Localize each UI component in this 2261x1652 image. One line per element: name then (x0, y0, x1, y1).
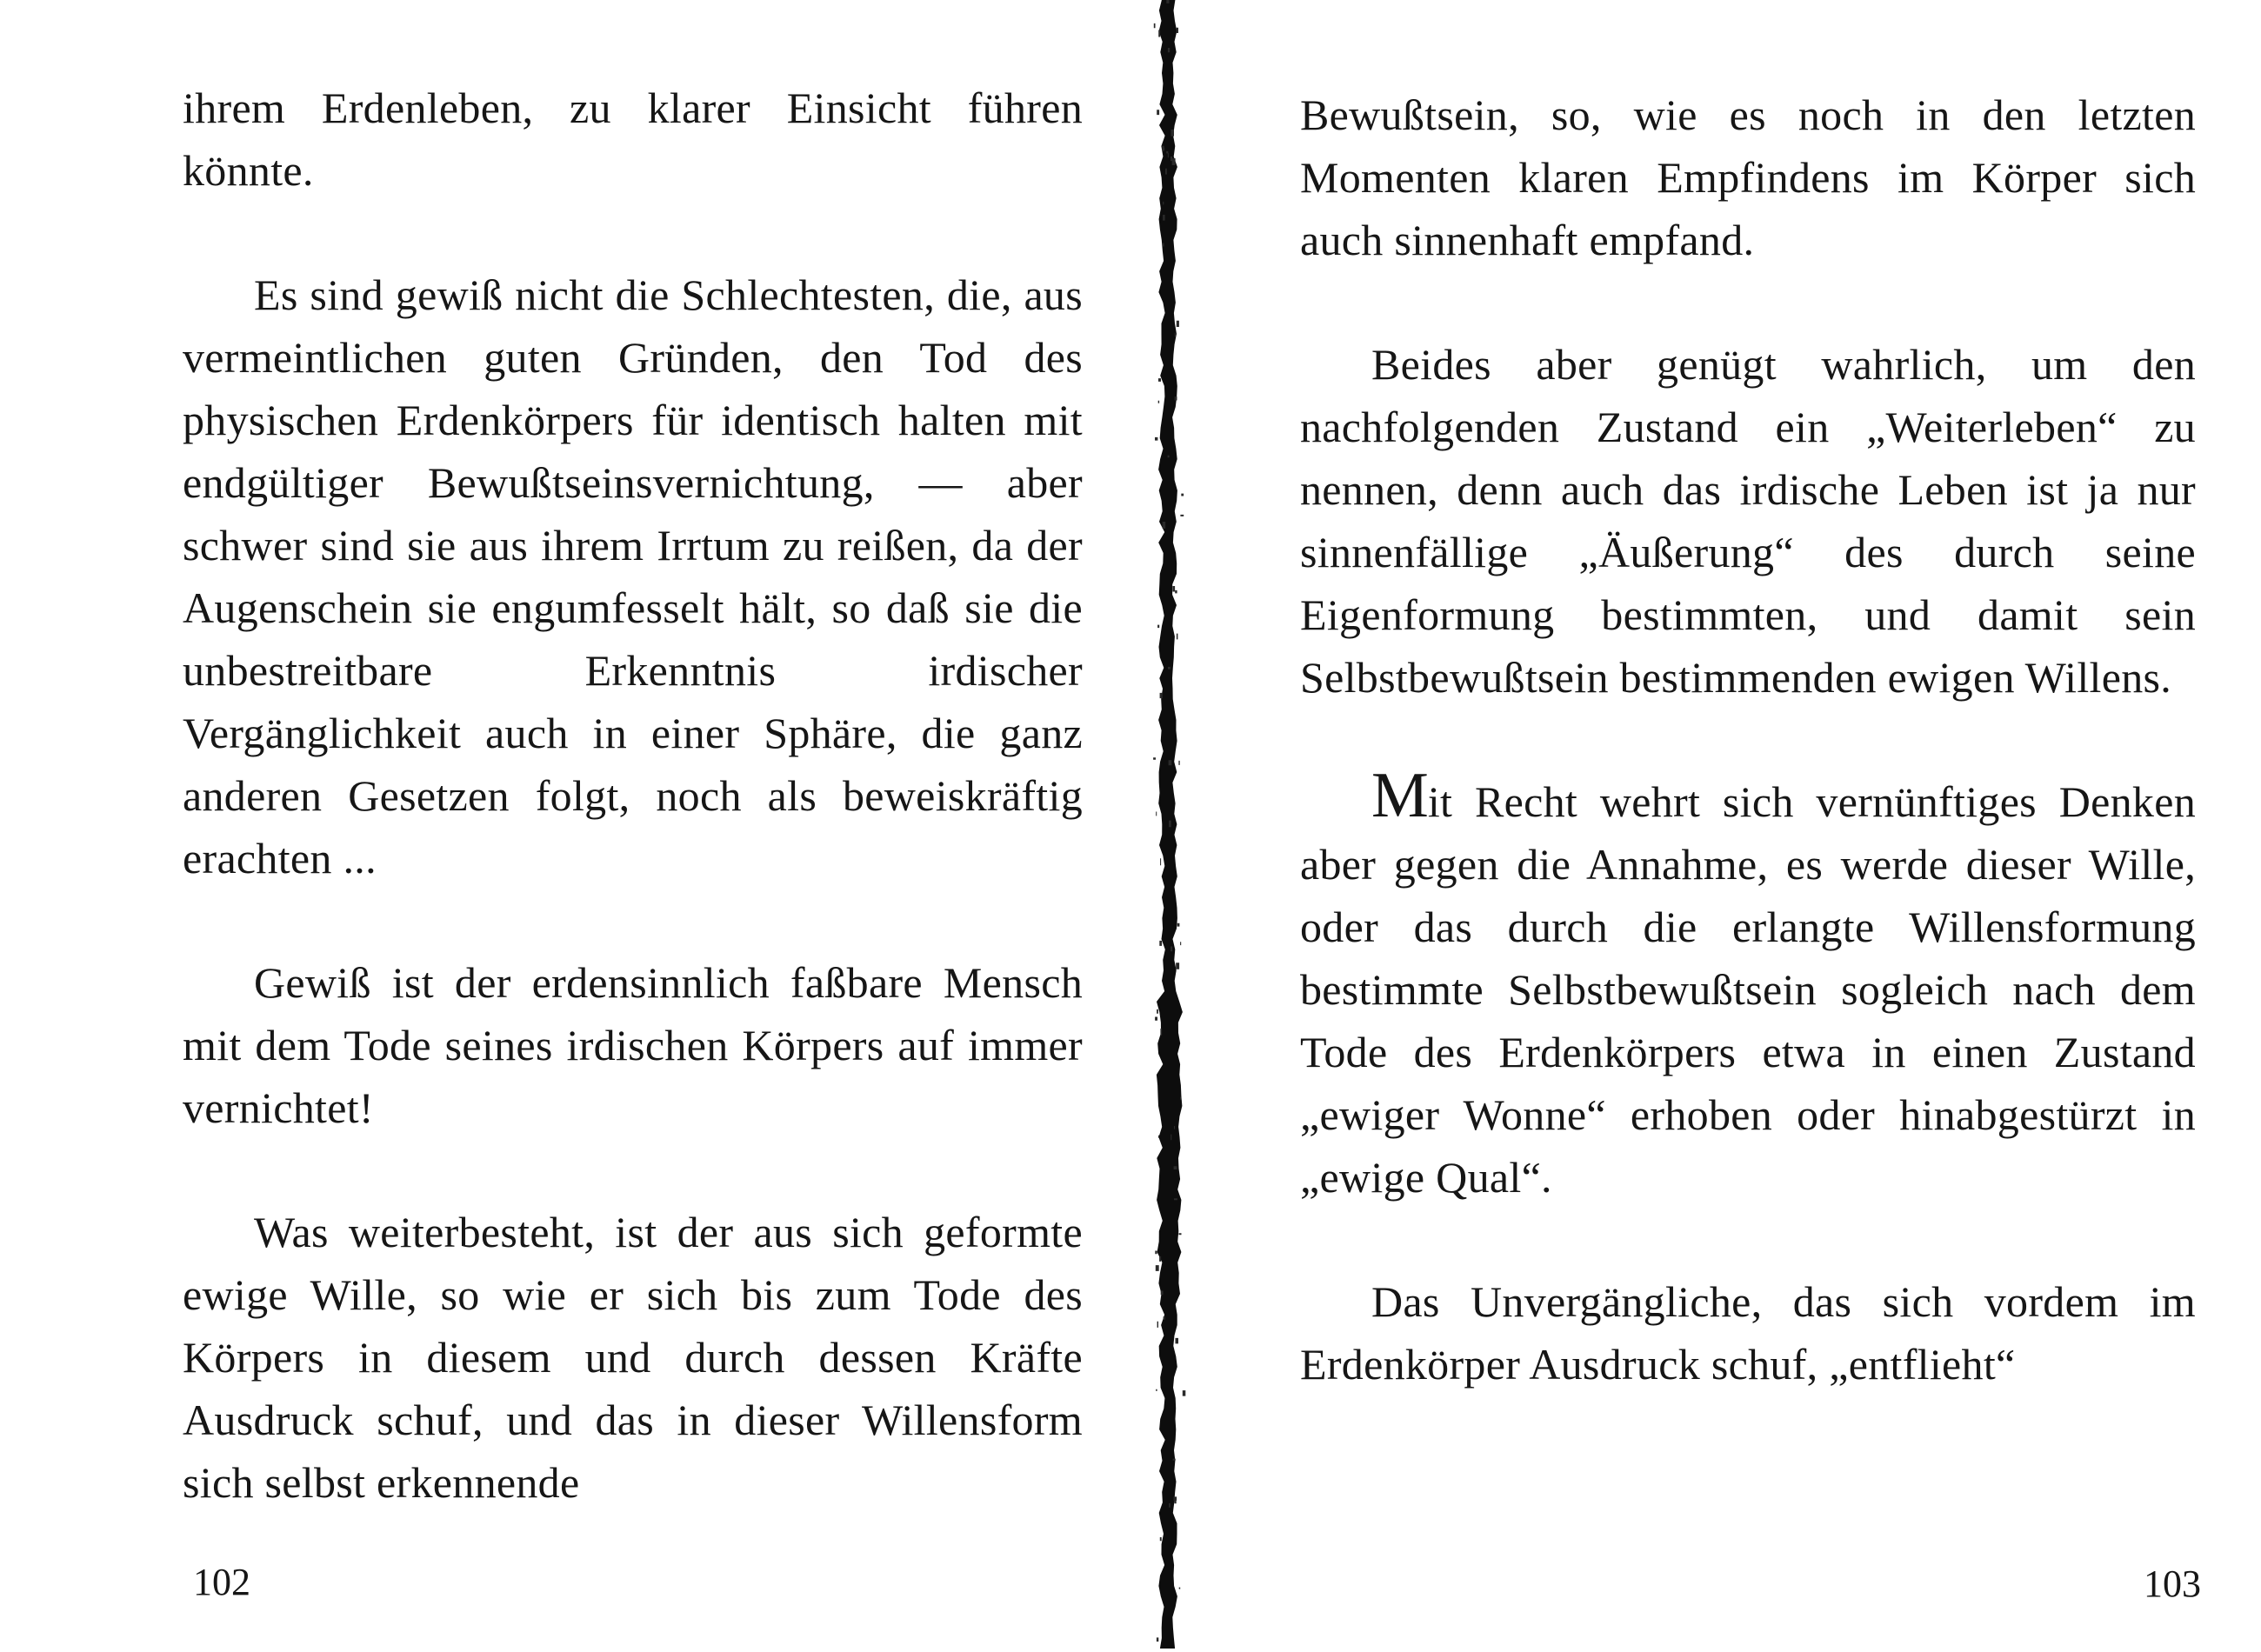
section-first-paragraph (1300, 760, 2196, 1209)
paragraph: Beides aber genügt wahrlich, um den nachfolgenden Zustand ein „Weiterleben“ zu nennen, denn auch das irdische Leben ist ja nur sinnenfällige „Äußerung“ des durch seine Eigenformung bestimmten, und damit sein Selbstbewußtsein bestimmenden ewigen Willens. (1300, 340, 2196, 702)
paragraph: Es sind gewiß nicht die Schlechtesten, die, aus vermeintlichen guten Gründen, den Tod des physischen Erdenkörpers für identisch halten mit endgültiger Bewußtseinsvernichtung, — aber schwer sind sie aus ihrem Irrtum zu reißen, da der Augenschein sie engumfesselt hält, so daß sie die unbestreitbare Erkenntnis irdischer Vergänglichkeit auch in einer Sphäre, die ganz anderen Gesetzen folgt, noch als beweiskräftig erachten ... (183, 270, 1083, 883)
paragraph: Das Unvergängliche, das sich vordem im Erdenkörper Ausdruck schuf, „entflieht“ (1300, 1277, 2196, 1389)
paragraph: Was weiterbesteht, ist der aus sich geformte ewige Wille, so wie er sich bis zum Tode des Körpers in diesem und durch dessen Kräfte Ausdruck schuf, und das in dieser Willensform sich selbst erkennende (183, 1208, 1083, 1507)
paragraph: Gewiß ist der erdensinnlich faßbare Mensch mit dem Tode seines irdischen Körpers auf immer vernichtet! (183, 958, 1083, 1132)
page-number: 103 (2144, 1562, 2201, 1605)
right-page-text (1300, 83, 2196, 1396)
page-number: 102 (193, 1561, 250, 1603)
paragraph: Bewußtsein, so, wie es noch in den letzten Momenten klaren Empfindens im Körper sich auch sinnenhaft empfand. (1300, 90, 2196, 264)
left-page-text (183, 77, 1083, 1514)
right-page (1191, 0, 2261, 1652)
paragraph-rest: it Recht wehrt sich vernünftiges Denken aber gegen die Annahme, es werde dieser Wille, oder das durch die erlangte Willensformung bestimmte Selbstbewußtsein sogleich nach dem Tode des Erdenkörpers etwa in einen Zustand „ewiger Wonne“ erhoben oder hinabgestürzt in „ewige Qual“. (1300, 777, 2196, 1202)
book-gutter-shadow (1146, 0, 1198, 1652)
initial-letter: M (1371, 760, 1428, 831)
paragraph: ihrem Erdenleben, zu klarer Einsicht führen könnte. (183, 83, 1083, 195)
